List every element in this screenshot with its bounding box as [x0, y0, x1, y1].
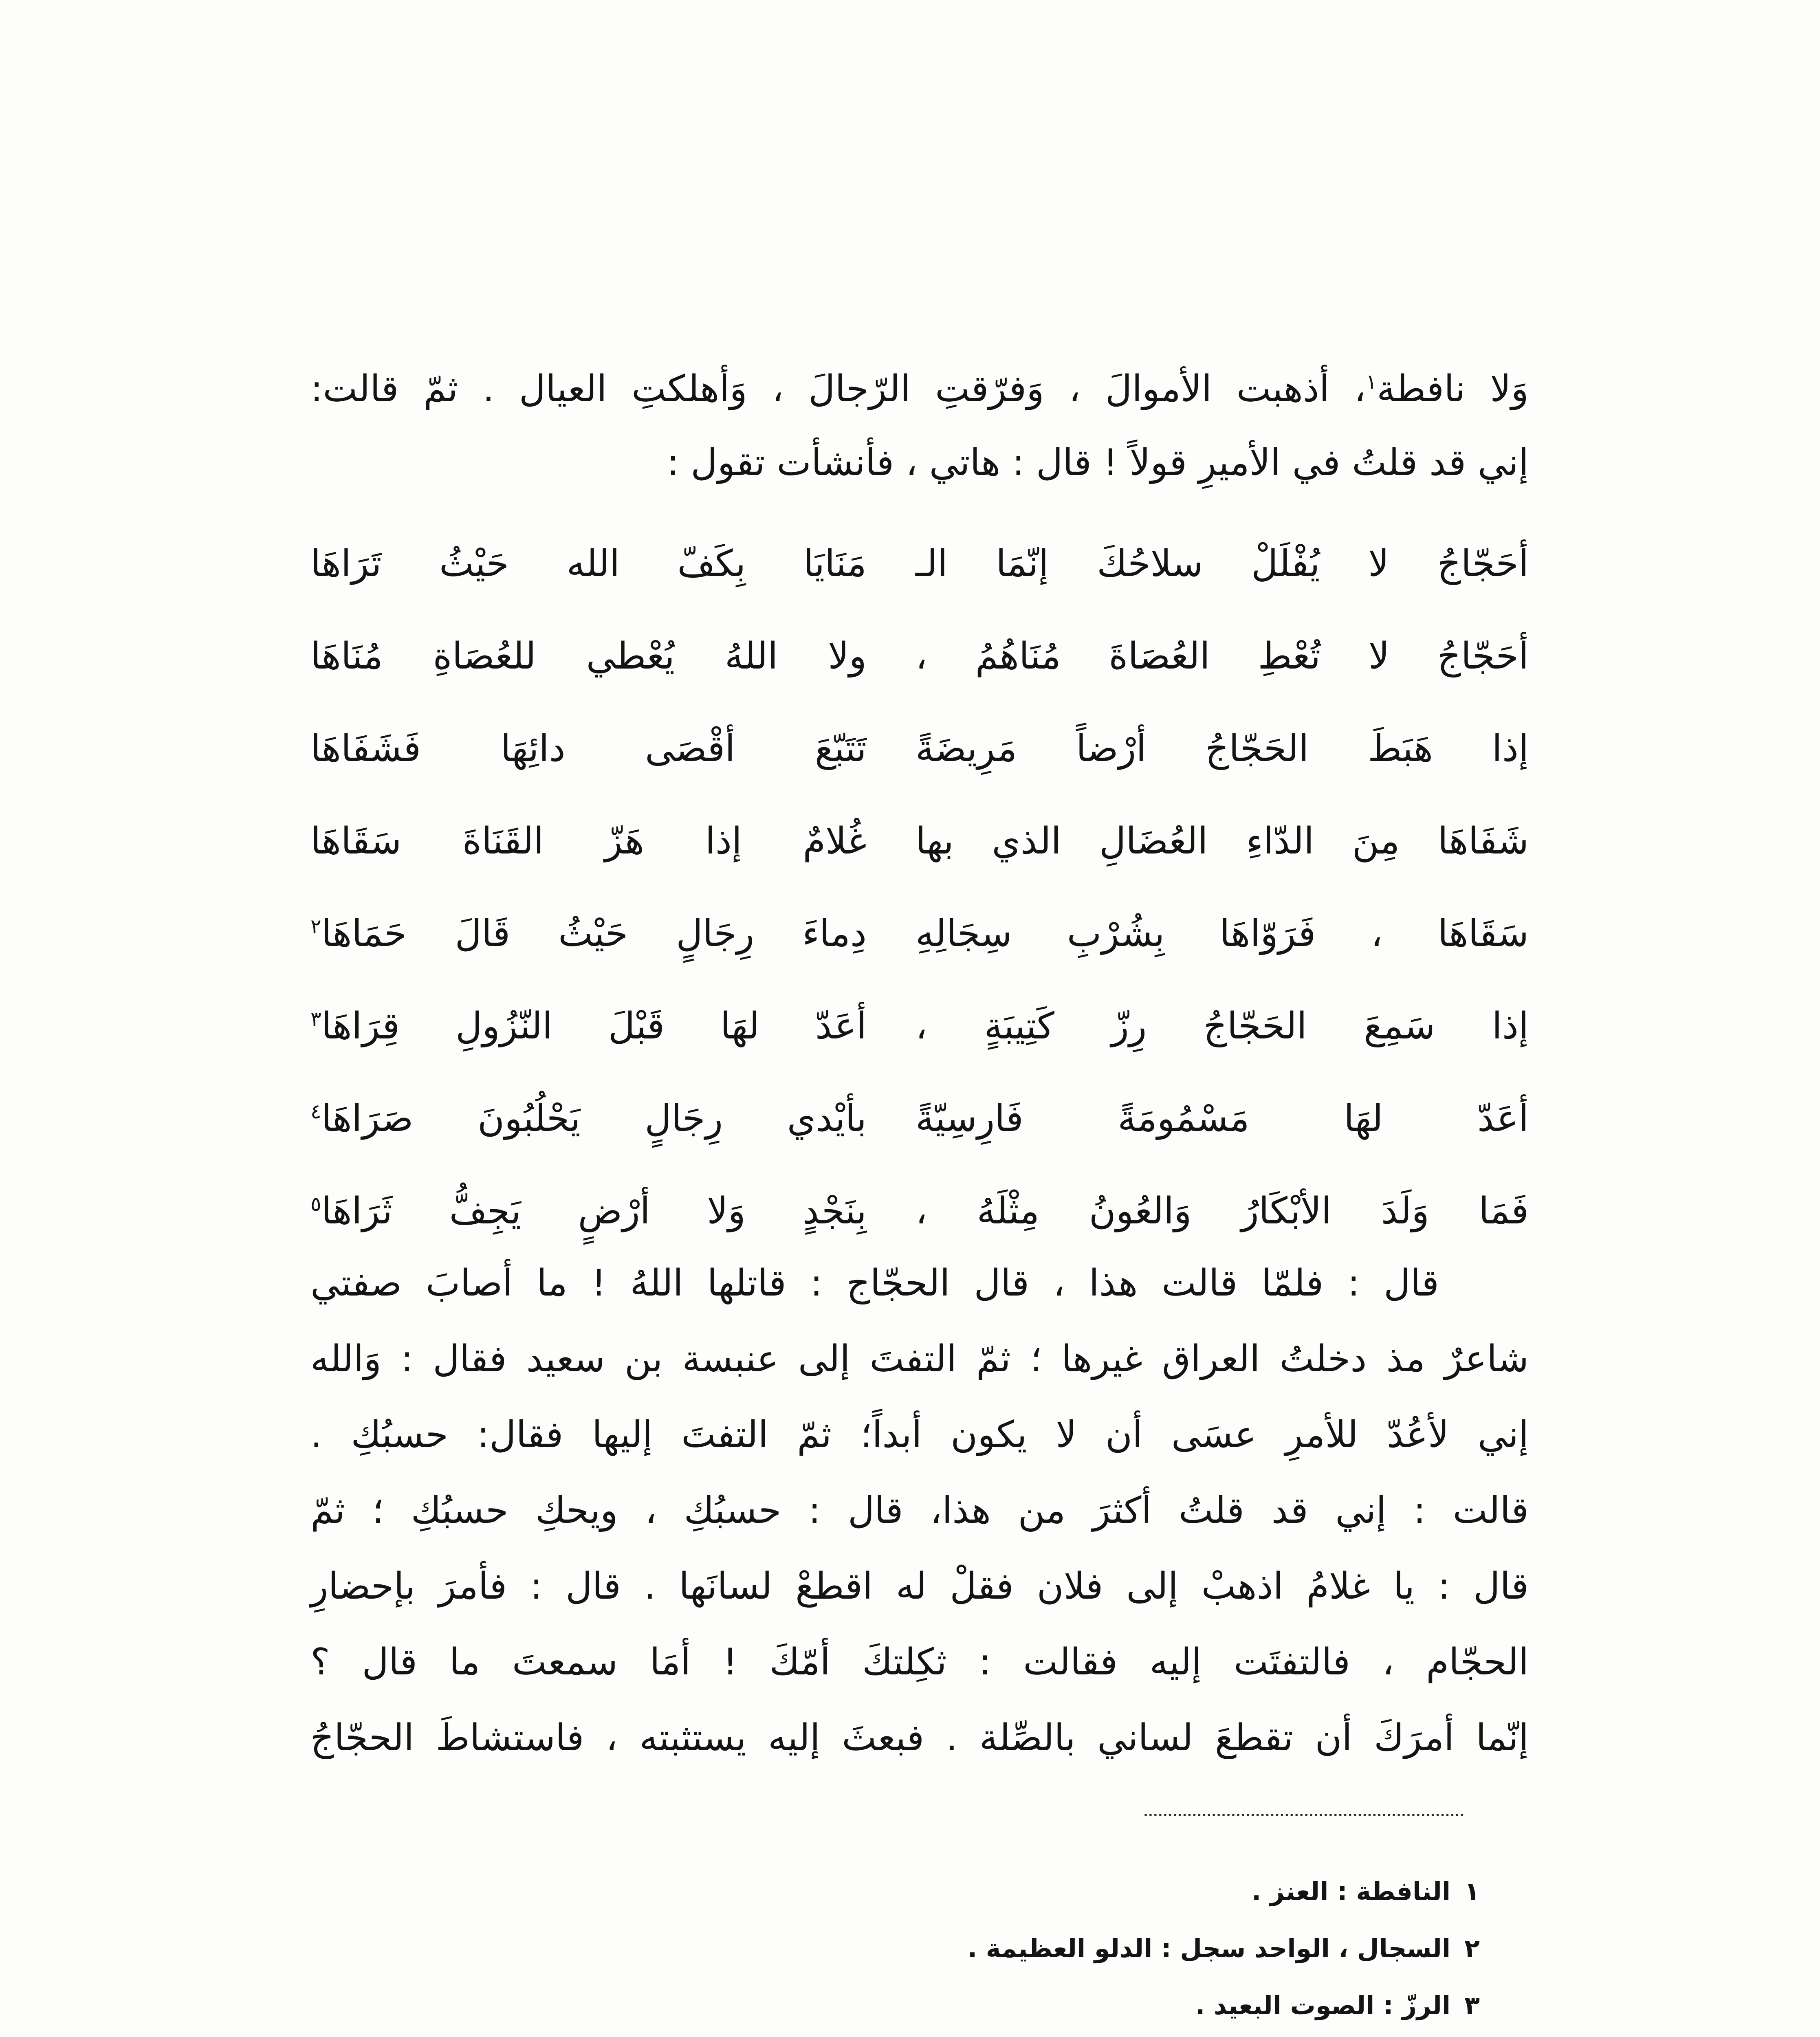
- verse-second-hemistich: [310, 1165, 867, 1257]
- hemistich-text: بِنَجْدٍ وَلا أرْضٍ يَجِفُّ ثَرَاهَا: [321, 1190, 867, 1232]
- verse: [310, 610, 1529, 702]
- footnote-ref: ٢: [310, 915, 321, 938]
- intro-prose: [310, 352, 1529, 499]
- footnote-ref: ٣: [310, 1007, 321, 1031]
- prose-line: الحجّام ، فالتفتَت إليه فقالت : ثكِلتكَ أمّكَ ! أمَا سمعتَ ما قال ؟: [310, 1641, 1529, 1683]
- verse-first-hemistich: سَقَاهَا ، فَرَوّاهَا بِشُرْبِ سِجَالِهِ: [916, 912, 1529, 955]
- verse-second-hemistich: [310, 795, 867, 887]
- verse: [310, 702, 1529, 795]
- prose-line: قال : يا غلامُ اذهبْ إلى فلان فقلْ له اقطعْ لسانَها . قال : فأمرَ بإحضارِ: [310, 1565, 1529, 1608]
- hemistich-text: غُلامٌ إذا هَزّ القَنَاةَ سَقَاهَا: [310, 820, 867, 862]
- prose-text: وَلا نافطة: [1377, 367, 1529, 410]
- footnote-number: ١: [1464, 1876, 1480, 1906]
- poem: [310, 517, 1529, 1257]
- hemistich-text: دِماءَ رِجَالٍ حَيْثُ قَالَ حَمَاهَا: [321, 912, 867, 955]
- body-paragraph: [310, 1245, 1529, 1776]
- verse-second-hemistich: [310, 517, 867, 610]
- prose-line: قال : فلمّا قالت هذا ، قال الحجّاج : قاتلها اللهُ ! ما أصابَ صفتي: [310, 1262, 1439, 1304]
- footnote-ref: ١: [1366, 370, 1377, 394]
- verse-first-hemistich: إذا هَبَطَ الحَجّاجُ أرْضاً مَرِيضَةً: [916, 727, 1529, 770]
- verse-second-hemistich: [310, 980, 867, 1072]
- hemistich-text: ولا اللهُ يُعْطي للعُصَاةِ مُنَاهَا: [310, 635, 867, 678]
- footnote-number: ٣: [1464, 1991, 1480, 2020]
- hemistich-text: أعَدّ لهَا قَبْلَ النّزُولِ قِرَاهَا: [321, 1005, 867, 1047]
- verse-first-hemistich: أحَجّاجُ لا تُعْطِ العُصَاةَ مُنَاهُمُ ،: [916, 635, 1529, 678]
- prose-line: شاعرٌ مذ دخلتُ العراق غيرها ؛ ثمّ التفتَ إلى عنبسة بن سعيد فقال : وَالله: [310, 1337, 1529, 1380]
- verse-first-hemistich: إذا سَمِعَ الحَجّاجُ رِزّ كَتِيبَةٍ ،: [916, 1005, 1529, 1047]
- footnote-number: ٢: [1464, 1934, 1480, 1963]
- verse-first-hemistich: أعَدّ لهَا مَسْمُومَةً فَارِسِيّةً: [916, 1097, 1529, 1140]
- prose-line: [310, 352, 1529, 426]
- prose-line: إني لأعُدّ للأمرِ عسَى أن لا يكون أبداً؛ ثمّ التفتَ إليها فقال: حسبُكِ .: [310, 1413, 1529, 1456]
- verse-first-hemistich: أحَجّاجُ لا يُفْلَلْ سلاحُكَ إنّمَا الـ: [916, 542, 1529, 585]
- verse: [310, 517, 1529, 610]
- verse-second-hemistich: [310, 1072, 867, 1165]
- footnote-text: السجال ، الواحد سجل : الدلو العظيمة .: [967, 1934, 1451, 1963]
- footnote-ref: ٥: [310, 1192, 321, 1216]
- hemistich-text: تَتَبّعَ أقْصَى دائِهَا فَشَفَاهَا: [310, 727, 867, 770]
- verse: [310, 1165, 1529, 1257]
- prose-line: إنّما أمرَكَ أن تقطعَ لساني بالصِّلة . فبعثَ إليه يستثبته ، فاستشاطَ الحجّاجُ: [310, 1716, 1529, 1759]
- verse-first-hemistich: فَمَا وَلَدَ الأبْكَارُ وَالعُونُ مِثْلَهُ ،: [916, 1190, 1529, 1232]
- footnote-ref: ٤: [310, 1100, 321, 1123]
- verse-second-hemistich: [310, 887, 867, 980]
- hemistich-text: بأيْدي رِجَالٍ يَحْلُبُونَ صَرَاهَا: [321, 1097, 867, 1140]
- prose-line: قالت : إني قد قلتُ أكثرَ من هذا، قال : حسبُكِ ، ويحكِ حسبُكِ ؛ ثمّ: [310, 1489, 1529, 1532]
- footnote: [310, 1920, 1480, 1977]
- footnote-separator: [1144, 1814, 1463, 1816]
- prose-text: ، أذهبت الأموالَ ، وَفرّقتِ الرّجالَ ، وَأهلكتِ العيال . ثمّ قالت:: [310, 367, 1366, 410]
- footnote: [310, 1977, 1480, 2034]
- verse: [310, 980, 1529, 1072]
- hemistich-text: مَنَايَا بِكَفّ الله حَيْثُ تَرَاهَا: [310, 542, 867, 585]
- verse-second-hemistich: [310, 702, 867, 795]
- prose-line: إني قد قلتُ في الأميرِ قولاً ! قال : هاتي ، فأنشأت تقول :: [667, 441, 1529, 484]
- footnote: [310, 2034, 1480, 2037]
- verse: [310, 887, 1529, 980]
- verse-second-hemistich: [310, 610, 867, 702]
- verse: [310, 795, 1529, 887]
- footnote: [310, 1863, 1480, 1920]
- footnote-text: الرزّ : الصوت البعيد .: [1195, 1991, 1451, 2020]
- verse: [310, 1072, 1529, 1165]
- footnote-text: النافطة : العنز .: [1251, 1876, 1451, 1906]
- verse-first-hemistich: شَفَاهَا مِنَ الدّاءِ العُضَالِ الذي بها: [916, 820, 1529, 862]
- footnotes: [310, 1863, 1480, 2037]
